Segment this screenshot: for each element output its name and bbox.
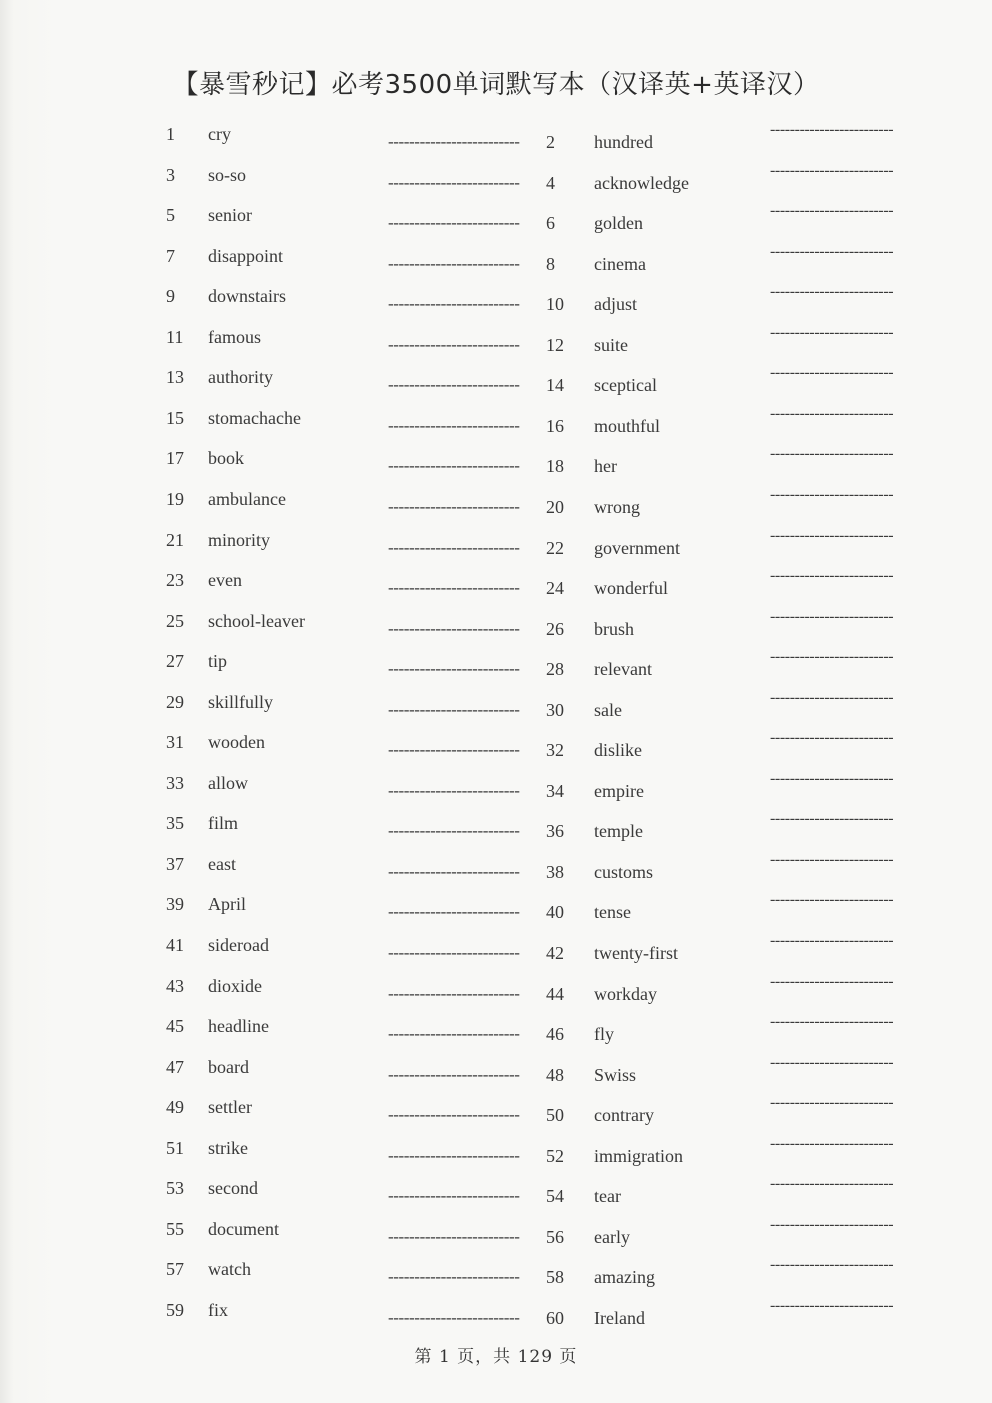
answer-blank: ------------------------- bbox=[388, 294, 520, 314]
word-number: 17 bbox=[166, 448, 184, 469]
word-prompt: tense bbox=[594, 902, 631, 923]
answer-blank: ------------------------- bbox=[388, 375, 520, 395]
word-number: 40 bbox=[546, 902, 564, 923]
word-number: 60 bbox=[546, 1307, 564, 1328]
page-footer: 第 1 页，共 129 页 bbox=[414, 1347, 578, 1367]
word-number: 33 bbox=[166, 772, 184, 793]
answer-blank: ------------------------- bbox=[388, 253, 520, 273]
word-number: 48 bbox=[546, 1064, 564, 1085]
word-prompt: sideroad bbox=[208, 935, 269, 955]
word-prompt: senior bbox=[208, 205, 252, 226]
word-row bbox=[0, 810, 992, 853]
word-number: 12 bbox=[546, 334, 564, 355]
word-row bbox=[0, 526, 992, 570]
word-number: 20 bbox=[546, 496, 564, 517]
answer-blank: ------------------------- bbox=[388, 1145, 520, 1165]
word-prompt: dioxide bbox=[208, 975, 262, 996]
word-prompt: empire bbox=[594, 780, 644, 801]
word-prompt: fix bbox=[208, 1299, 228, 1320]
word-number: 29 bbox=[166, 691, 184, 712]
answer-blank: ------------------------- bbox=[770, 688, 894, 706]
word-row bbox=[0, 1053, 992, 1097]
word-row bbox=[0, 1134, 992, 1178]
word-prompt: her bbox=[594, 456, 617, 477]
answer-blank: ------------------------- bbox=[388, 821, 520, 841]
word-prompt: second bbox=[208, 1178, 258, 1199]
word-number: 34 bbox=[546, 780, 564, 801]
word-row bbox=[0, 242, 992, 286]
answer-blank: ------------------------- bbox=[770, 242, 894, 260]
answer-blank: ------------------------- bbox=[388, 578, 520, 598]
answer-blank: ------------------------- bbox=[770, 404, 894, 422]
word-prompt: suite bbox=[594, 334, 628, 355]
word-prompt: golden bbox=[594, 213, 643, 234]
word-prompt: downstairs bbox=[208, 286, 286, 307]
word-row bbox=[0, 323, 992, 367]
word-number: 30 bbox=[546, 699, 564, 720]
word-number: 22 bbox=[546, 537, 564, 558]
answer-blank: ------------------------- bbox=[770, 567, 894, 585]
word-number: 58 bbox=[546, 1267, 564, 1288]
word-number: 43 bbox=[166, 975, 184, 996]
word-row bbox=[0, 648, 992, 691]
word-prompt: workday bbox=[594, 983, 657, 1004]
word-row bbox=[0, 850, 992, 894]
answer-blank: ------------------------- bbox=[388, 334, 520, 354]
answer-blank: ------------------------- bbox=[770, 891, 894, 909]
answer-blank: ------------------------- bbox=[388, 618, 520, 638]
answer-blank: ------------------------- bbox=[770, 648, 894, 666]
answer-blank: ------------------------- bbox=[770, 850, 894, 868]
word-prompt: mouthful bbox=[594, 415, 660, 436]
word-number: 24 bbox=[546, 578, 564, 599]
answer-blank: ------------------------- bbox=[388, 415, 520, 435]
word-number: 51 bbox=[166, 1137, 184, 1158]
answer-blank: ------------------------- bbox=[770, 121, 894, 138]
word-row bbox=[0, 688, 992, 732]
word-prompt: cinema bbox=[594, 253, 646, 274]
word-prompt: April bbox=[208, 894, 246, 915]
word-prompt: Swiss bbox=[594, 1064, 637, 1085]
word-prompt: tear bbox=[594, 1186, 621, 1207]
word-number: 27 bbox=[166, 651, 184, 672]
word-number: 44 bbox=[546, 983, 564, 1004]
word-number: 35 bbox=[166, 813, 184, 834]
answer-blank: ------------------------- bbox=[388, 1024, 520, 1044]
word-prompt: sale bbox=[594, 699, 622, 720]
answer-blank: ------------------------- bbox=[770, 485, 894, 503]
word-number: 38 bbox=[546, 861, 564, 882]
answer-blank: ------------------------- bbox=[388, 943, 520, 962]
word-prompt: board bbox=[208, 1056, 249, 1077]
word-number: 36 bbox=[546, 821, 564, 842]
word-number: 21 bbox=[166, 529, 184, 550]
word-prompt: film bbox=[208, 813, 238, 834]
word-row bbox=[0, 1215, 992, 1259]
answer-blank: ------------------------- bbox=[388, 1105, 520, 1125]
word-row bbox=[0, 607, 992, 651]
word-prompt: amazing bbox=[594, 1267, 655, 1288]
word-row bbox=[0, 769, 992, 813]
word-number: 6 bbox=[546, 213, 555, 234]
answer-blank: ------------------------- bbox=[388, 659, 520, 679]
word-prompt: dislike bbox=[594, 740, 642, 761]
word-prompt: immigration bbox=[594, 1145, 683, 1166]
word-row bbox=[0, 1256, 992, 1299]
word-prompt: contrary bbox=[594, 1105, 654, 1126]
word-row bbox=[0, 445, 992, 488]
word-prompt: adjust bbox=[594, 294, 637, 315]
answer-blank: ------------------------- bbox=[770, 283, 894, 301]
word-prompt: east bbox=[208, 853, 236, 874]
word-prompt: allow bbox=[208, 772, 248, 793]
word-number: 46 bbox=[546, 1024, 564, 1045]
answer-blank: ------------------------- bbox=[770, 364, 894, 382]
word-number: 28 bbox=[546, 659, 564, 680]
word-number: 25 bbox=[166, 610, 184, 631]
word-row bbox=[0, 1094, 992, 1137]
word-prompt: strike bbox=[208, 1137, 248, 1158]
answer-blank: ------------------------- bbox=[388, 699, 520, 719]
answer-blank: ------------------------- bbox=[770, 1013, 894, 1031]
answer-blank: ------------------------- bbox=[388, 132, 520, 151]
answer-blank: ------------------------- bbox=[770, 323, 894, 341]
word-number: 13 bbox=[166, 367, 184, 388]
word-row bbox=[0, 1296, 992, 1340]
word-prompt: acknowledge bbox=[594, 172, 689, 193]
word-prompt: government bbox=[594, 537, 680, 558]
word-number: 23 bbox=[166, 570, 184, 591]
word-row bbox=[0, 891, 992, 934]
word-number: 4 bbox=[546, 172, 555, 193]
word-number: 45 bbox=[166, 1016, 184, 1037]
answer-blank: ------------------------- bbox=[388, 983, 520, 1003]
word-row bbox=[0, 729, 992, 772]
word-prompt: famous bbox=[208, 326, 261, 347]
word-prompt: so-so bbox=[208, 164, 247, 185]
word-number: 55 bbox=[166, 1218, 184, 1239]
word-row bbox=[0, 202, 992, 245]
word-prompt: early bbox=[594, 1226, 630, 1247]
word-number: 37 bbox=[166, 853, 184, 874]
word-number: 49 bbox=[166, 1097, 184, 1118]
answer-blank: ------------------------- bbox=[770, 1094, 894, 1112]
word-number: 31 bbox=[166, 732, 184, 753]
word-number: 52 bbox=[546, 1145, 564, 1166]
word-number: 3 bbox=[166, 164, 175, 185]
answer-blank: ------------------------- bbox=[388, 537, 520, 557]
word-number: 54 bbox=[546, 1186, 564, 1207]
answer-blank: ------------------------- bbox=[770, 810, 894, 828]
word-row bbox=[0, 161, 992, 205]
answer-blank: ------------------------- bbox=[388, 1307, 520, 1327]
word-row bbox=[0, 1013, 992, 1056]
word-row bbox=[0, 485, 992, 529]
word-number: 1 bbox=[166, 124, 175, 144]
answer-blank: ------------------------- bbox=[770, 1215, 894, 1233]
answer-blank: ------------------------- bbox=[770, 972, 894, 990]
word-number: 26 bbox=[546, 618, 564, 639]
word-number: 47 bbox=[166, 1056, 184, 1077]
word-prompt: relevant bbox=[594, 659, 652, 680]
answer-blank: ------------------------- bbox=[770, 1134, 894, 1152]
answer-blank: ------------------------- bbox=[388, 780, 520, 800]
answer-blank: ------------------------- bbox=[770, 607, 894, 625]
word-row bbox=[0, 567, 992, 610]
word-row bbox=[0, 121, 992, 164]
answer-blank: ------------------------- bbox=[770, 769, 894, 787]
answer-blank: ------------------------- bbox=[770, 202, 894, 220]
answer-blank: ------------------------- bbox=[770, 1053, 894, 1071]
word-prompt: wrong bbox=[594, 496, 640, 517]
word-number: 5 bbox=[166, 205, 175, 226]
answer-blank: ------------------------- bbox=[770, 1175, 894, 1193]
word-prompt: hundred bbox=[594, 132, 653, 152]
answer-blank: ------------------------- bbox=[388, 861, 520, 881]
word-number: 14 bbox=[546, 375, 564, 396]
word-prompt: even bbox=[208, 570, 242, 591]
word-prompt: ambulance bbox=[208, 488, 286, 509]
word-number: 2 bbox=[546, 132, 555, 152]
word-prompt: cry bbox=[208, 124, 231, 144]
word-prompt: wooden bbox=[208, 732, 265, 753]
word-number: 9 bbox=[166, 286, 175, 307]
answer-blank: ------------------------- bbox=[770, 1296, 894, 1314]
word-prompt: school-leaver bbox=[208, 610, 305, 631]
word-prompt: headline bbox=[208, 1016, 269, 1037]
word-number: 7 bbox=[166, 245, 175, 266]
word-number: 15 bbox=[166, 407, 184, 428]
word-prompt: sceptical bbox=[594, 375, 657, 396]
answer-blank: ------------------------- bbox=[388, 172, 520, 192]
word-prompt: customs bbox=[594, 861, 654, 882]
word-number: 19 bbox=[166, 488, 184, 509]
word-prompt: disappoint bbox=[208, 245, 283, 266]
word-number: 57 bbox=[166, 1259, 184, 1280]
answer-blank: ------------------------- bbox=[388, 1064, 520, 1084]
word-number: 10 bbox=[546, 294, 564, 315]
word-row bbox=[0, 932, 992, 975]
answer-blank: ------------------------- bbox=[388, 902, 520, 922]
answer-blank: ------------------------- bbox=[388, 496, 520, 516]
word-row bbox=[0, 972, 992, 1016]
word-prompt: fly bbox=[594, 1024, 614, 1045]
word-number: 39 bbox=[166, 894, 184, 915]
word-prompt: authority bbox=[208, 367, 273, 388]
word-number: 32 bbox=[546, 740, 564, 761]
word-number: 42 bbox=[546, 943, 564, 963]
word-number: 8 bbox=[546, 253, 555, 274]
word-number: 16 bbox=[546, 415, 564, 436]
answer-blank: ------------------------- bbox=[770, 526, 894, 544]
answer-blank: ------------------------- bbox=[770, 1256, 894, 1274]
word-prompt: book bbox=[208, 448, 244, 469]
word-row bbox=[0, 404, 992, 448]
answer-blank: ------------------------- bbox=[388, 213, 520, 233]
answer-blank: ------------------------- bbox=[388, 740, 520, 760]
word-prompt: settler bbox=[208, 1097, 252, 1118]
word-prompt: skillfully bbox=[208, 691, 274, 712]
word-number: 18 bbox=[546, 456, 564, 477]
word-number: 53 bbox=[166, 1178, 184, 1199]
answer-blank: ------------------------- bbox=[770, 932, 894, 949]
word-prompt: tip bbox=[208, 651, 228, 672]
word-prompt: Ireland bbox=[594, 1307, 645, 1328]
word-prompt: wonderful bbox=[594, 578, 668, 599]
answer-blank: ------------------------- bbox=[770, 729, 894, 747]
answer-blank: ------------------------- bbox=[770, 445, 894, 463]
page-title: 【暴雪秒记】必考3500单词默写本（汉译英+英译汉） bbox=[172, 70, 820, 100]
word-number: 41 bbox=[166, 935, 184, 955]
word-row bbox=[0, 364, 992, 407]
word-prompt: minority bbox=[208, 529, 270, 550]
answer-blank: ------------------------- bbox=[388, 456, 520, 476]
word-prompt: document bbox=[208, 1218, 279, 1239]
word-prompt: stomachache bbox=[208, 407, 301, 428]
answer-blank: ------------------------- bbox=[388, 1186, 520, 1206]
word-prompt: brush bbox=[594, 618, 634, 639]
answer-blank: ------------------------- bbox=[388, 1226, 520, 1246]
answer-blank: ------------------------- bbox=[770, 161, 894, 179]
word-number: 50 bbox=[546, 1105, 564, 1126]
word-prompt: twenty-first bbox=[594, 943, 678, 963]
word-number: 59 bbox=[166, 1299, 184, 1320]
word-number: 11 bbox=[166, 326, 184, 347]
answer-blank: ------------------------- bbox=[388, 1267, 520, 1287]
word-prompt: temple bbox=[594, 821, 643, 842]
word-row bbox=[0, 1175, 992, 1218]
word-row bbox=[0, 283, 992, 326]
word-prompt: watch bbox=[208, 1259, 251, 1280]
word-number: 56 bbox=[546, 1226, 564, 1247]
